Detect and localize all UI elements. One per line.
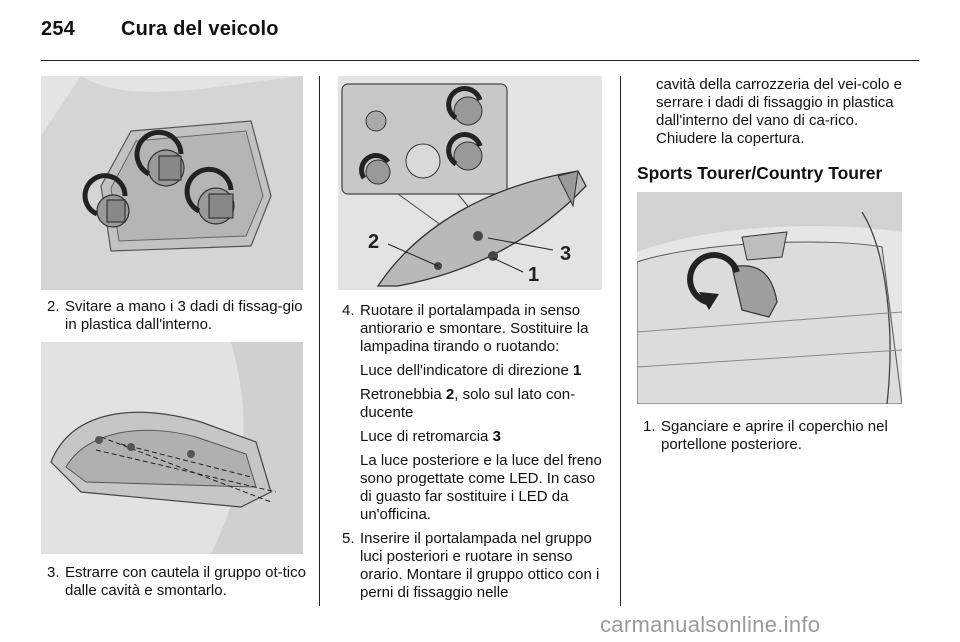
continuation-text: cavità della carrozzeria del vei-colo e serrare i dadi di fissaggio in plastica dall'interno del vano di ca-rico. Chiudere la copertura. xyxy=(656,76,902,147)
step-1 xyxy=(643,418,905,454)
step-4-item-4: La luce posteriore e la luce del freno sono progettate come LED. In caso di guasto far sostituire i LED da un'officina. xyxy=(360,452,602,523)
page-number: 254 xyxy=(41,18,75,40)
step-5 xyxy=(342,530,604,602)
step-3-number: 3. xyxy=(47,564,60,581)
figure-tailgate-cover xyxy=(637,192,902,404)
column-divider-2 xyxy=(620,76,621,606)
step-5-number: 5. xyxy=(342,530,355,547)
step-4-item-3: Luce di retromarcia 3 xyxy=(360,428,501,445)
step-1-text: Sganciare e aprire il coperchio nel portellone posteriore. xyxy=(661,418,888,453)
watermark: carmanualsonline.info xyxy=(600,612,821,637)
step-3-text: Estrarre con cautela il gruppo ot-tico dalle cavità e smontarlo. xyxy=(65,564,306,599)
step-2 xyxy=(47,298,309,334)
figure-plastic-nuts xyxy=(41,76,303,290)
step-1-number: 1. xyxy=(643,418,656,435)
step-2-text: Svitare a mano i 3 dadi di fissag-gio in plastica dall'interno. xyxy=(65,298,303,333)
figure-bulb-holders xyxy=(338,76,602,290)
step-4-item-2: Retronebbia 2, solo sul lato con-ducente xyxy=(360,386,576,421)
figure-label-3: 3 xyxy=(560,243,572,265)
step-5-text: Inserire il portalampada nel gruppo luci posteriori e ruotare in senso orario. Montare il gruppo ottico con i perni di fissaggio nelle xyxy=(360,530,600,601)
figure-label-1: 1 xyxy=(528,264,540,286)
figure-label-2: 2 xyxy=(368,231,380,253)
step-3 xyxy=(47,564,309,600)
column-divider-1 xyxy=(319,76,320,606)
step-4-number: 4. xyxy=(342,302,355,319)
step-4-item-1: Luce dell'indicatore di direzione 1 xyxy=(360,362,582,379)
page-header xyxy=(41,18,279,41)
step-4-text: Ruotare il portalampada in senso antiorario e smontare. Sostituire la lampadina tirando o ruotando: xyxy=(360,302,589,355)
header-rule xyxy=(41,60,919,61)
page-title: Cura del veicolo xyxy=(121,18,279,40)
step-4 xyxy=(342,302,604,602)
step-2-number: 2. xyxy=(47,298,60,315)
figure-light-assembly xyxy=(41,342,303,554)
section-title: Sports Tourer/Country Tourer xyxy=(637,163,883,183)
